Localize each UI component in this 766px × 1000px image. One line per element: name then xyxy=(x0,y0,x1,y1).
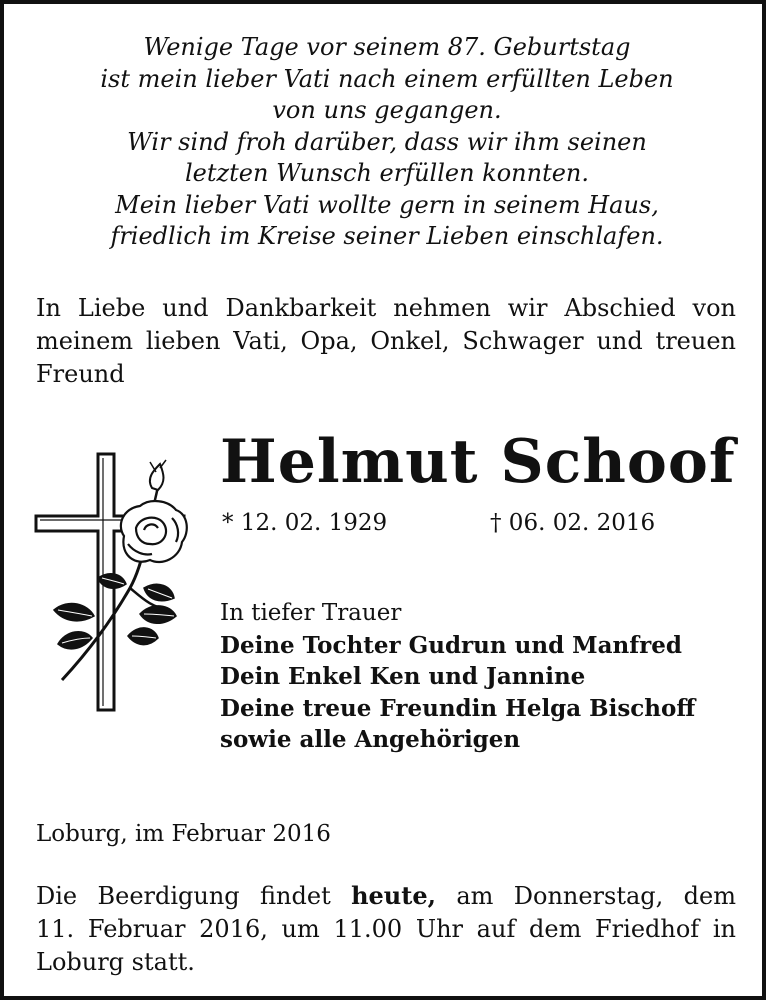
poem-line: Wenige Tage vor seinem 87. Geburtstag xyxy=(143,33,631,61)
mourner-line: Deine Tochter Gudrun und Manfred xyxy=(220,631,682,659)
mourner-line: sowie alle Angehörigen xyxy=(220,726,521,753)
funeral-line xyxy=(36,879,736,913)
poem-line: ist mein lieber Vati nach einem erfüllten Leben xyxy=(100,64,674,93)
deceased-name: Helmut Schoof xyxy=(220,427,736,497)
place-and-date: Loburg, im Februar 2016 xyxy=(36,821,331,847)
funeral-today: heute, xyxy=(351,881,436,910)
mourners-intro: In tiefer Trauer xyxy=(220,600,402,626)
mourner-line: Dein Enkel Ken und Jannine xyxy=(220,663,586,690)
poem-line: Mein lieber Vati wollte gern in seinem Haus, xyxy=(115,190,659,219)
birth-date: * 12. 02. 1929 xyxy=(222,510,388,536)
farewell-intro xyxy=(36,292,736,391)
funeral-line: 11. Februar 2016, um 11.00 Uhr auf dem Friedhof in xyxy=(36,915,736,943)
funeral-text: Die Beerdigung findet xyxy=(36,882,331,910)
poem-line: Wir sind froh darüber, dass wir ihm seinen xyxy=(127,127,647,156)
life-dates xyxy=(222,508,656,538)
mourners-block xyxy=(220,598,695,756)
cross-with-rose-icon xyxy=(32,448,192,718)
poem-block xyxy=(24,32,750,253)
intro-line: Freund xyxy=(36,360,125,388)
funeral-line: Loburg statt. xyxy=(36,948,195,976)
poem-line: friedlich im Kreise seiner Lieben einschlafen. xyxy=(110,222,664,250)
mourner-line: Deine treue Freundin Helga Bischoff xyxy=(220,694,696,722)
intro-line: meinem lieben Vati, Opa, Onkel, Schwager und treuen xyxy=(36,327,736,355)
poem-line: von uns gegangen. xyxy=(272,96,502,124)
death-date: † 06. 02. 2016 xyxy=(490,510,656,536)
funeral-text: am Donnerstag, dem xyxy=(456,882,736,910)
poem-line: letzten Wunsch erfüllen konnten. xyxy=(184,159,590,187)
funeral-notice xyxy=(36,879,736,979)
intro-line: In Liebe und Dankbarkeit nehmen wir Abschied von xyxy=(36,294,736,322)
